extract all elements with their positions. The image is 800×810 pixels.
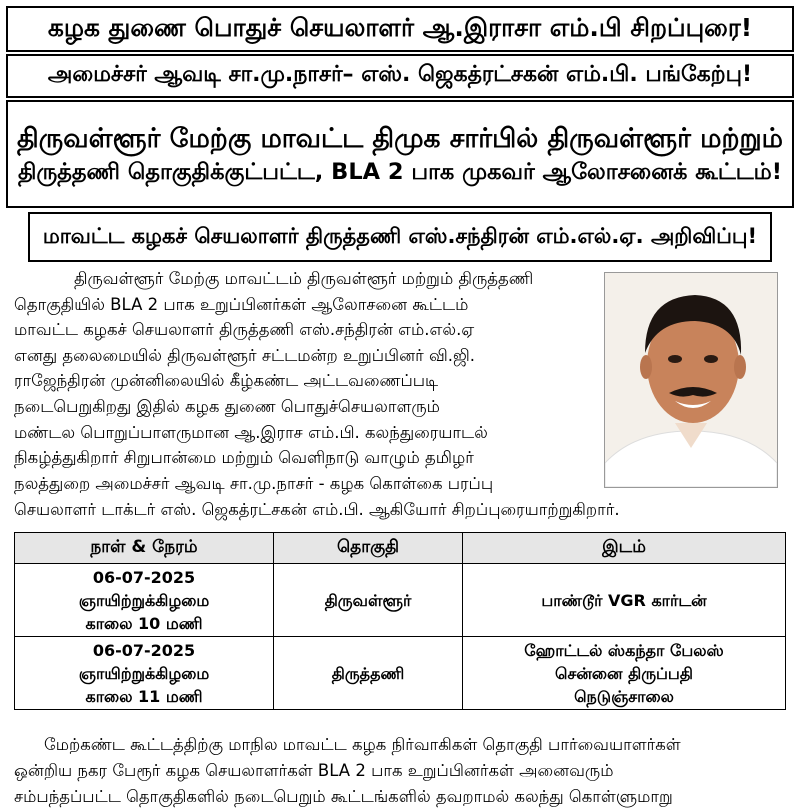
venue-line: சென்னை திருப்பதி [555, 663, 693, 683]
footer-line: சம்பந்தப்பட்ட தொகுதிகளில் நடைபெறும் கூட்டங்களில் தவறாமல் கலந்து கொள்ளுமாறு [14, 787, 673, 806]
person-portrait-icon [605, 273, 777, 487]
body-paragraph [14, 266, 596, 471]
date-time-cell [15, 637, 274, 710]
constituency-cell: திருவள்ளூர் [274, 564, 463, 637]
body-line: மண்டல பொறுப்பாளருமான ஆ.இராச எம்.பி. கலந்துரையாடல் [14, 422, 488, 442]
table-header-row [15, 533, 786, 564]
time: காலை 10 மணி [85, 613, 203, 633]
body-line: மாவட்ட கழகச் செயலாளர் திருத்தணி எஸ்.சந்திரன் எம்.எல்.ஏ [14, 320, 475, 340]
date: 06-07-2025 [92, 640, 196, 660]
venue-line: ஹோட்டல் ஸ்கந்தா பேலஸ் [524, 640, 724, 660]
body-line: ராஜேந்திரன் முன்னிலையில் கீழ்கண்ட அட்டவணைப்படி [14, 371, 439, 391]
headline-2-text: அமைச்சர் ஆவடி சா.மு.நாசர்– எஸ். ஜெகத்ரட்சகன் எம்.பி. பங்கேற்பு! [47, 62, 753, 87]
day: ஞாயிற்றுக்கிழமை [78, 663, 210, 683]
schedule-table [14, 532, 786, 710]
footer-line: மேற்கண்ட கூட்டத்திற்கு மாநில மாவட்ட கழக நிர்வாகிகள் தொகுதி பார்வையாளர்கள் [44, 735, 681, 754]
venue-line: பாண்டூர் VGR கார்டன் [541, 590, 707, 610]
day: ஞாயிற்றுக்கிழமை [78, 590, 210, 610]
header-constituency: தொகுதி [274, 533, 463, 564]
main-headline [6, 100, 794, 208]
headline-line-1 [6, 6, 794, 52]
body-line: தொகுதியில் BLA 2 பாக உறுப்பினர்கள் ஆலோசனை கூட்டம் [14, 294, 469, 314]
body-line: திருவள்ளூர் மேற்கு மாவட்டம் திருவள்ளூர் மற்றும் திருத்தணி [74, 269, 534, 288]
body-line: நிகழ்த்துகிறார் சிறுபான்மை மற்றும் வெளிநாடு வாழும் தமிழர் [14, 448, 474, 468]
headline-1-text: கழக துணை பொதுச் செயலாளர் ஆ.இராசா எம்.பி சிறப்புரை! [47, 12, 753, 42]
footer-paragraph [14, 732, 786, 810]
venue-cell [463, 637, 786, 710]
portrait-photo [604, 272, 778, 488]
venue-line: நெடுஞ்சாலை [574, 686, 674, 706]
constituency-cell: திருத்தணி [274, 637, 463, 710]
date: 06-07-2025 [92, 567, 196, 587]
main-headline-line-a: திருவள்ளூர் மேற்கு மாவட்ட திமுக சார்பில் திருவள்ளூர் மற்றும் [16, 122, 784, 154]
headline-line-2 [6, 54, 794, 98]
announcement-banner [28, 212, 772, 262]
body-line: நடைபெறுகிறது இதில் கழக துணை பொதுச்செயலாளரும் [14, 396, 440, 416]
body-line: செயலாளர் டாக்டர் எஸ். ஜெகத்ரட்சகன் எம்.பி. ஆகியோர் சிறப்புரையாற்றுகிறார். [14, 499, 620, 519]
table-row [15, 637, 786, 710]
header-date-time: நாள் & நேரம் [15, 533, 274, 564]
main-headline-line-b: திருத்தணி தொகுதிக்குட்பட்ட, BLA 2 பாக முகவர் ஆலோசனைக் கூட்டம்! [17, 158, 783, 185]
time: காலை 11 மணி [85, 686, 203, 706]
body-line: எனது தலைமையில் திருவள்ளூர் சட்டமன்ற உறுப்பினர் வி.ஜி. [14, 345, 475, 365]
header-venue: இடம் [463, 533, 786, 564]
announcement-text: மாவட்ட கழகச் செயலாளர் திருத்தணி எஸ்.சந்திரன் எம்.எல்.ஏ. அறிவிப்பு! [42, 223, 758, 248]
footer-line: ஒன்றிய நகர பேரூர் கழக செயலாளர்கள் BLA 2 பாக உறுப்பினர்கள் அனைவரும் [14, 761, 614, 780]
table-row [15, 564, 786, 637]
venue-cell [463, 564, 786, 637]
date-time-cell [15, 564, 274, 637]
body-line: நலத்துறை அமைச்சர் ஆவடி சா.மு.நாசர் - கழக கொள்கை பரப்பு [14, 474, 494, 493]
